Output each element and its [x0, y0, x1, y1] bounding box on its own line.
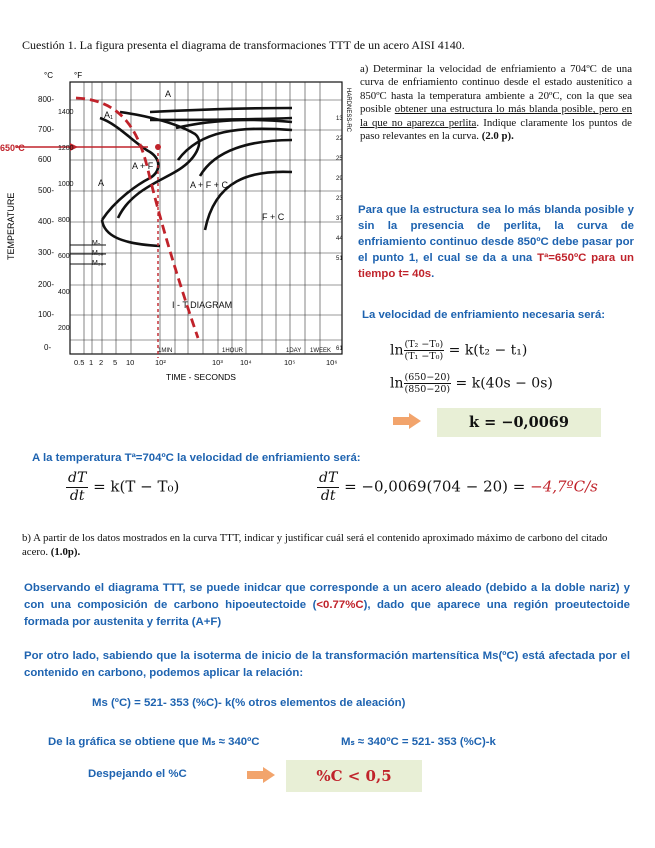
region-a1: A₁ [104, 110, 114, 120]
svg-text:44: 44 [336, 236, 343, 242]
svg-text:300-: 300- [38, 248, 55, 257]
svg-text:800-: 800- [38, 95, 55, 104]
svg-text:0-: 0- [44, 343, 52, 352]
equation-derivative-1: $\frac{dT}{dt}$ = k(T − T₀) [68, 470, 180, 504]
question-b: b) A partir de los datos mostrados en la curva TTT, indicar y justificar cuál será el contenido aproximado máximo de carbono del citado acero. (1.0p). [22, 532, 608, 558]
svg-text:400-: 400- [38, 217, 55, 226]
fahrenheit-ticks [58, 109, 74, 332]
ttt-diagram [0, 60, 352, 380]
svg-text:500-: 500- [38, 186, 55, 195]
svg-text:10⁵: 10⁵ [284, 358, 296, 367]
svg-text:600: 600 [38, 155, 52, 164]
question-a: a) Determinar la velocidad de enfriamiento a 704ºC de una curva de enfriamiento continuo desde el estado austenítico a 850ºC hasta la temperatura ambiente a 20ºC, con la que sea posible obtener una estructura lo más blanda posible, pero en la que no aparezca perlita. Indique claramente los puntos de paso relevantes en la curva. (2.0 p). [360, 63, 632, 143]
question-title: Cuestión 1. La figura presenta el diagrama de transformaciones TTT de un acero AISI 4140. [22, 38, 465, 52]
celsius-ticks [38, 95, 54, 352]
svg-text:1MIN: 1MIN [158, 348, 173, 354]
svg-text:23: 23 [336, 196, 343, 202]
solving-text: Despejando el %C [88, 768, 187, 780]
svg-text:61: 61 [336, 346, 343, 352]
equation-derivative-2: $\frac{dT}{dt}$ = −0,0069(704 − 20) = −4,7ºC/s [319, 470, 598, 504]
region-a-left: A [98, 178, 105, 188]
answer-a-text: Para que la estructura sea lo más blanda posible y sin la presencia de perlita, la curva de enfriamiento continuo desde 850ºC debe pasar por el punto 1, el cual se da a una Tª=650ºC para un tiempo t= 40s. [358, 204, 634, 280]
k-result: k = −0,0069 [469, 414, 569, 431]
svg-text:29: 29 [336, 176, 343, 182]
svg-text:800: 800 [58, 217, 70, 224]
equation-2: ln $\frac{(650-20)}{(850-20)}$ = k(40s − 0s) [390, 372, 553, 395]
cooling-rate-result: −4,7ºC/s [530, 477, 598, 496]
svg-text:1HOUR: 1HOUR [222, 348, 244, 354]
answer-b-ms-relation: Por otro lado, sabiendo que la isoterma de inicio de la transformación martensítica Ms(ºC) está afectada por el contenido en carbono, podemos aplicar la relación: [24, 650, 630, 679]
point-1-marker [155, 144, 161, 150]
m50-label: M₅₀ [92, 250, 104, 257]
svg-text:700-: 700- [38, 125, 55, 134]
region-a-top: A [165, 89, 172, 99]
right-arrow-icon [393, 413, 421, 429]
transformation-curves [100, 108, 292, 246]
time-ticks [74, 358, 337, 367]
svg-text:10⁶: 10⁶ [326, 358, 338, 367]
y-axis-label: TEMPERATURE [6, 192, 16, 260]
region-af: A + F [132, 161, 154, 171]
equation-1: ln $\frac{\text{(T₂ −T₀)}}{\text{(T₁ −T₀)}}$ = k(t₂ − t₁) [390, 339, 528, 362]
ms-from-graph: De la gráfica se obtiene que Mₛ ≈ 340ºC [48, 736, 260, 748]
svg-text:1000: 1000 [58, 181, 74, 188]
svg-text:1WEEK: 1WEEK [310, 348, 332, 354]
svg-text:10⁴: 10⁴ [240, 358, 252, 367]
svg-text:13: 13 [336, 116, 343, 122]
temperature-704-text: A la temperatura Tª=704ºC la velocidad de enfriamiento será: [32, 452, 361, 464]
x-axis-label: TIME - SECONDS [166, 372, 236, 380]
svg-text:22: 22 [336, 136, 343, 142]
svg-text:51: 51 [336, 256, 343, 262]
right-arrow-icon [247, 767, 275, 783]
it-diagram-label: I - T DIAGRAM [172, 300, 233, 310]
svg-text:1400: 1400 [58, 109, 74, 116]
answer-b-observation: Observando el diagrama TTT, se puede inidcar que corresponde a un acero aleado (debido a la doble nariz) y con una composición de carbono hipoeutectoide (<0.77%C), dado que aparece una región proeutectoide formada por austenita y ferrita (A+F) [24, 582, 631, 628]
svg-text:0.5: 0.5 [74, 358, 85, 367]
svg-text:1200: 1200 [58, 145, 74, 152]
unit-f: °F [74, 71, 83, 80]
svg-text:10²: 10² [155, 358, 166, 367]
svg-text:25: 25 [336, 156, 343, 162]
svg-text:10: 10 [126, 358, 135, 367]
ms-label: M₅ [92, 240, 101, 247]
svg-text:400: 400 [58, 289, 70, 296]
ms-approximation: Mₛ ≈ 340ºC = 521- 353 (%C)-k [341, 736, 496, 748]
svg-text:100-: 100- [38, 310, 55, 319]
svg-text:1: 1 [89, 358, 94, 367]
hardness-label: HARDNESS-RC [345, 88, 351, 133]
svg-text:1DAY: 1DAY [286, 348, 302, 354]
velocity-title: La velocidad de enfriamiento necesaria será: [362, 309, 606, 321]
svg-text:5: 5 [113, 358, 118, 367]
svg-text:10³: 10³ [212, 358, 223, 367]
svg-text:200-: 200- [38, 280, 55, 289]
region-fc: F + C [262, 212, 285, 222]
unit-c: °C [44, 71, 53, 80]
region-afc: A + F + C [190, 180, 229, 190]
svg-text:37: 37 [336, 216, 343, 222]
carbon-result: %C < 0,5 [316, 767, 392, 785]
svg-text:200: 200 [58, 325, 70, 332]
svg-text:2: 2 [99, 358, 104, 367]
ms-formula: Ms (ºC) = 521- 353 (%C)- k(% otros elementos de aleación) [92, 697, 406, 709]
svg-text:600: 600 [58, 253, 70, 260]
m90-label: M₉₀ [92, 260, 104, 267]
temp-650-label: 650ºC [0, 143, 25, 153]
